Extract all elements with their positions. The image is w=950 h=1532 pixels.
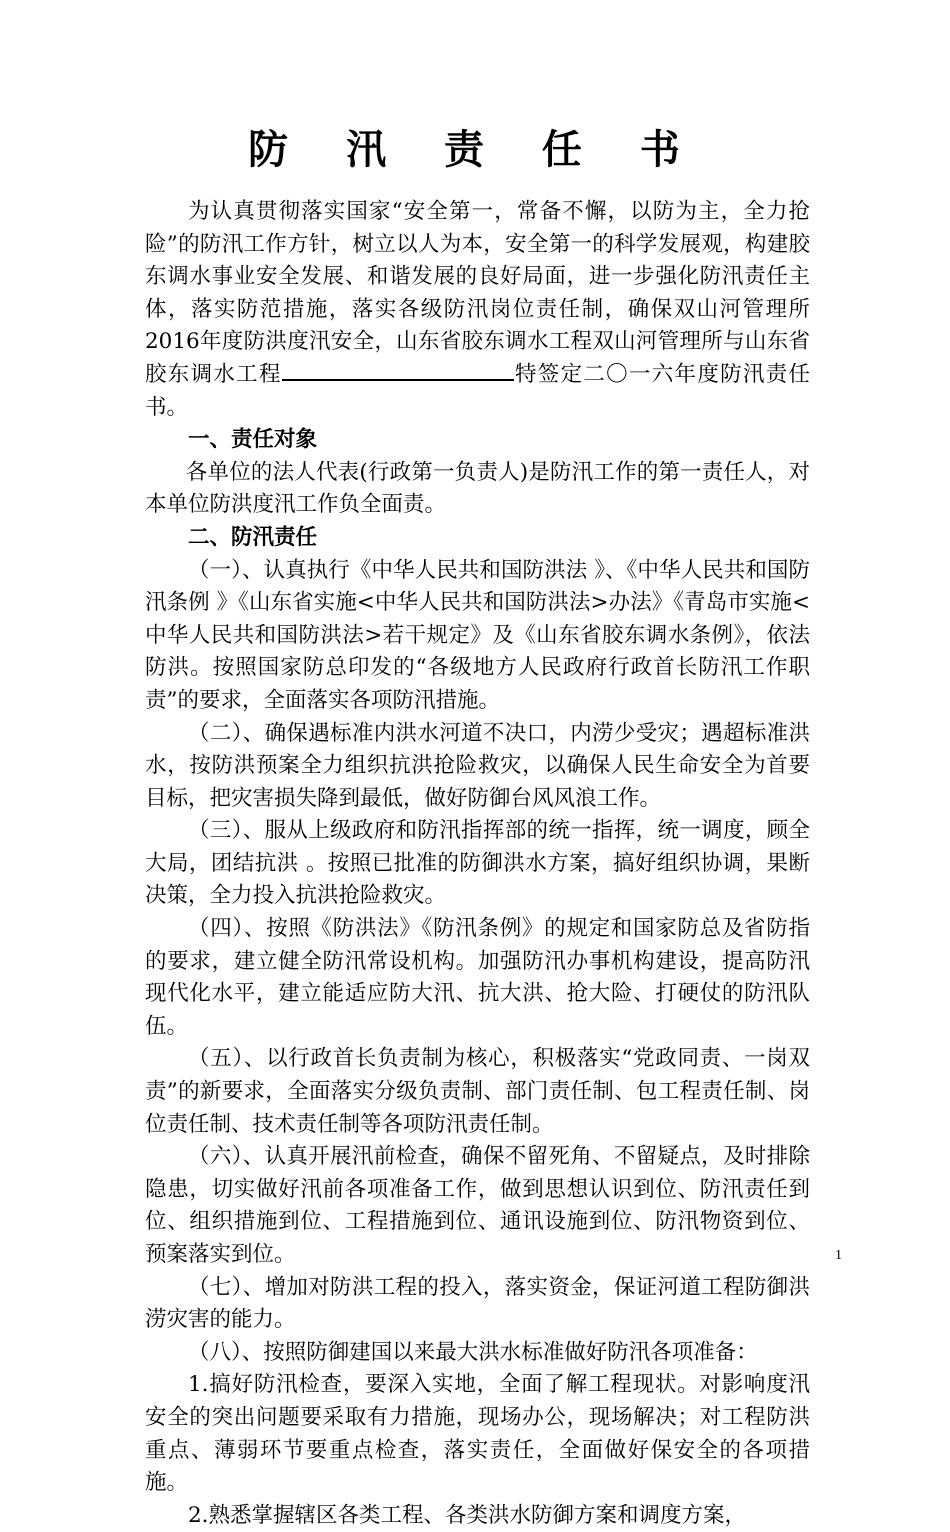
intro-text-end: 特签定二〇一六年度防汛责任书。 [145, 361, 810, 420]
responsibility-item: （五）、以行政首长负责制为核心，积极落实“党政同责、一岗双责”的新要求，全面落实分级负责制、部门责任制、包工程责任制、岗位责任制、技术责任制等各项防汛责任制。 [145, 1046, 810, 1137]
section-heading-responsibility-object: 一、责任对象 [188, 427, 318, 453]
section-paragraph: 各单位的法人代表(行政第一负责人)是防汛工作的第一责任人，对本单位防洪度汛工作负全面责。 [145, 459, 810, 518]
responsibility-item: （六）、认真开展汛前检查，确保不留死角、不留疑点，及时排除隐患，切实做好汛前各项准备工作，做到思想认识到位、防汛责任到位、组织措施到位、工程措施到位、通讯设施到位、防汛物资到位、预案落实到位。 [145, 1144, 810, 1267]
signature-blank-line [282, 359, 514, 381]
responsibility-item: （四）、按照《防洪法》《防汛条例》的规定和国家防总及省防指的要求，建立健全防汛常设机构。加强防汛办事机构建设，提高防汛现代化水平，建立能适应防大汛、抗大洪、抢大险、打硬仗的防汛队伍。 [145, 916, 810, 1039]
responsibility-item: （八）、按照防御建国以来最大洪水标准做好防汛各项准备： [188, 1339, 758, 1365]
responsibility-item: （二）、确保遇标准内洪水河道不决口，内涝少受灾；遇超标准洪水，按防洪预案全力组织抗洪抢险救灾，以确保人民生命安全为首要目标，把灾害损失降到最低，做好防御台风风浪工作。 [145, 720, 810, 811]
document-body [145, 196, 810, 1532]
sub-item: 2.熟悉掌握辖区各类工程、各类洪水防御方案和调度方案， [188, 1502, 747, 1528]
intro-paragraph [145, 196, 810, 424]
section-heading-flood-responsibility: 二、防汛责任 [188, 524, 318, 550]
sub-item: 1.搞好防汛检查，要深入实地，全面了解工程现状。对影响度汛安全的突出问题要采取有力措施，现场办公，现场解决；对工程防洪重点、薄弱环节要重点检查，落实责任，全面做好保安全的各项措施。 [145, 1372, 810, 1496]
responsibility-item: （七）、增加对防洪工程的投入，落实资金，保证河道工程防御洪涝灾害的能力。 [145, 1274, 810, 1333]
page-number: 1 [835, 1248, 842, 1263]
responsibility-item: （三）、服从上级政府和防汛指挥部的统一指挥，统一调度，顾全大局，团结抗洪 。按照已批准的防御洪水方案，搞好组织协调，果断决策，全力投入抗洪抢险救灾。 [145, 818, 810, 909]
responsibility-item: （一）、认真执行《中华人民共和国防洪法 》、《中华人民共和国防汛条例 》《山东省实施<中华人民共和国防洪法>办法》《青岛市实施<中华人民共和国防洪法>若干规定》及《山东省胶东调水条例》，依法防洪。按照国家防总印发的“各级地方人民政府行政首长防汛工作职责”的要求，全面落实各项防汛措施。 [145, 557, 810, 713]
document-title: 防 汛 责 任 书 [248, 127, 702, 173]
intro-text: 为认真贯彻落实国家“安全第一，常备不懈，以防为主，全力抢险”的防汛工作方针，树立以人为本，安全第一的科学发展观，构建胶东调水事业安全发展、和谐发展的良好局面，进一步强化防汛责任主体，落实防范措施，落实各级防汛岗位责任制，确保双山河管理所2016年度防洪度汛安全，山东省胶东调水工程双山河管理所与山东省胶东调水工程 [145, 199, 810, 387]
